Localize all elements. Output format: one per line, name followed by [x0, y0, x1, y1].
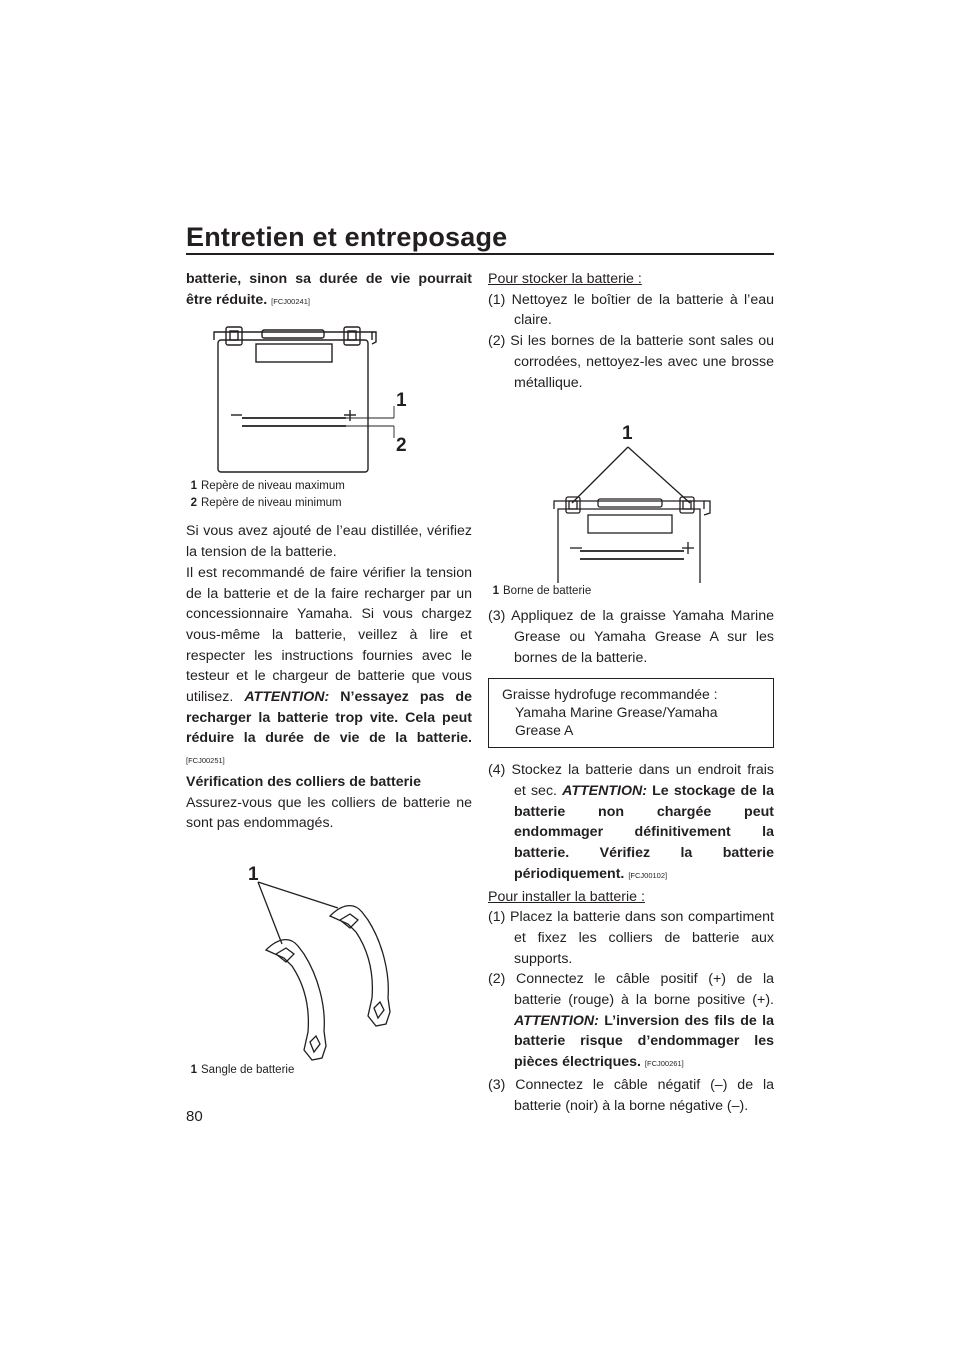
- paragraph: Si vous avez ajouté de l’eau distillée, vérifiez la tension de la batterie.: [186, 523, 472, 561]
- caption-item: [186, 478, 345, 495]
- figure-battery-strap: [186, 846, 472, 1076]
- step-item: (3) Connectez le câble négatif (–) de la batterie (noir) à la borne négative (–).: [488, 1076, 774, 1114]
- caption-num: 1: [190, 480, 197, 493]
- subheading-store: Pour stocker la batterie :: [488, 271, 642, 287]
- caption-text: Repère de niveau minimum: [201, 497, 342, 510]
- attention-code: [FCJ00251]: [186, 756, 225, 766]
- battery-terminal-illustration: [488, 405, 774, 583]
- caption-item: [488, 583, 591, 600]
- attention-text: Le stockage de la batterie non chargée peut endommager définitivement la batterie. Vérifiez la batterie périodiquement.: [514, 783, 774, 882]
- caption-text: Borne de batterie: [503, 585, 592, 598]
- figure-caption: [186, 478, 345, 512]
- right-column: [488, 269, 774, 1116]
- attention-label: ATTENTION:: [562, 783, 647, 800]
- section-heading: Vérification des colliers de batterie: [186, 773, 421, 790]
- intro-warning-code: [FCJ00241]: [271, 296, 310, 306]
- battery-strap-illustration: [186, 846, 472, 1076]
- box-label: Graisse hydrofuge recommandée :: [502, 686, 718, 703]
- caption-text: Repère de niveau maximum: [201, 480, 345, 493]
- box-value: Yamaha Marine Grease/Yamaha: [515, 704, 718, 721]
- page-title: Entretien et entreposage: [186, 222, 508, 252]
- callout-1: 1: [622, 423, 633, 445]
- attention-text: N’essayez pas de recharger la batterie trop vite. Cela peut réduire la durée de vie de la batterie.: [186, 689, 472, 747]
- left-column: [186, 269, 472, 1076]
- box-value: Grease A: [515, 722, 574, 739]
- figure-caption: [488, 583, 591, 600]
- recommended-grease-box: [488, 678, 774, 748]
- step-item: (3) Appliquez de la graisse Yamaha Marine Grease ou Yamaha Grease A sur les bornes de la batterie.: [488, 608, 774, 666]
- attention-code: [FCJ00102]: [628, 870, 668, 880]
- header-rule: [186, 253, 774, 255]
- step-item: (2) Si les bornes de la batterie sont sales ou corrodées, nettoyez-les avec une brosse métallique.: [488, 333, 774, 391]
- paragraph-text: Il est recommandé de faire vérifier la tension de la batterie et de la faire recharger par un concessionnaire Yamaha. Si vous chargez vous-même la batterie, veillez à lire et respecter les instructions fournies avec le testeur et le chargeur de batterie que vous utilisez.: [186, 564, 472, 706]
- subheading-install: Pour installer la batterie :: [488, 888, 645, 905]
- paragraph: [186, 563, 472, 772]
- attention-label: ATTENTION:: [514, 1012, 599, 1029]
- step-text: (4) Stockez la batterie dans un endroit frais et sec.: [488, 762, 774, 800]
- step-item: (1) Nettoyez le boîtier de la batterie à l’eau claire.: [488, 291, 774, 329]
- step-item: (1) Placez la batterie dans son compartiment et fixez les colliers de batterie aux supports.: [488, 909, 774, 967]
- caption-text: Sangle de batterie: [201, 1063, 295, 1076]
- page-number: 80: [186, 1108, 203, 1125]
- figure-battery-terminal: [488, 405, 774, 600]
- attention-code: [FCJ00261]: [644, 1059, 684, 1069]
- step-item: [488, 969, 774, 1075]
- figure-caption: [186, 1062, 294, 1079]
- step-text: (2) Connectez le câble positif (+) de la batterie (rouge) à la borne positive (+).: [488, 971, 774, 1009]
- callout-1: 1: [248, 863, 259, 885]
- step-item: [488, 760, 774, 886]
- caption-item: [186, 495, 345, 512]
- caption-num: 2: [190, 497, 197, 510]
- attention-label: ATTENTION:: [244, 689, 330, 706]
- callout-2: 2: [396, 435, 407, 457]
- intro-warning-text: batterie, sinon sa durée de vie pourrait être réduite.: [186, 271, 472, 308]
- callout-1: 1: [396, 390, 407, 412]
- intro-warning: [186, 269, 472, 312]
- figure-battery-level: [186, 320, 472, 513]
- caption-item: [186, 1062, 294, 1079]
- caption-num: 1: [492, 585, 499, 598]
- caption-num: 1: [190, 1063, 197, 1076]
- attention-text: L’inversion des fils de la batterie risque d’endommager les pièces électriques.: [514, 1012, 774, 1071]
- paragraph: Assurez-vous que les colliers de batterie ne sont pas endommagés.: [186, 794, 472, 832]
